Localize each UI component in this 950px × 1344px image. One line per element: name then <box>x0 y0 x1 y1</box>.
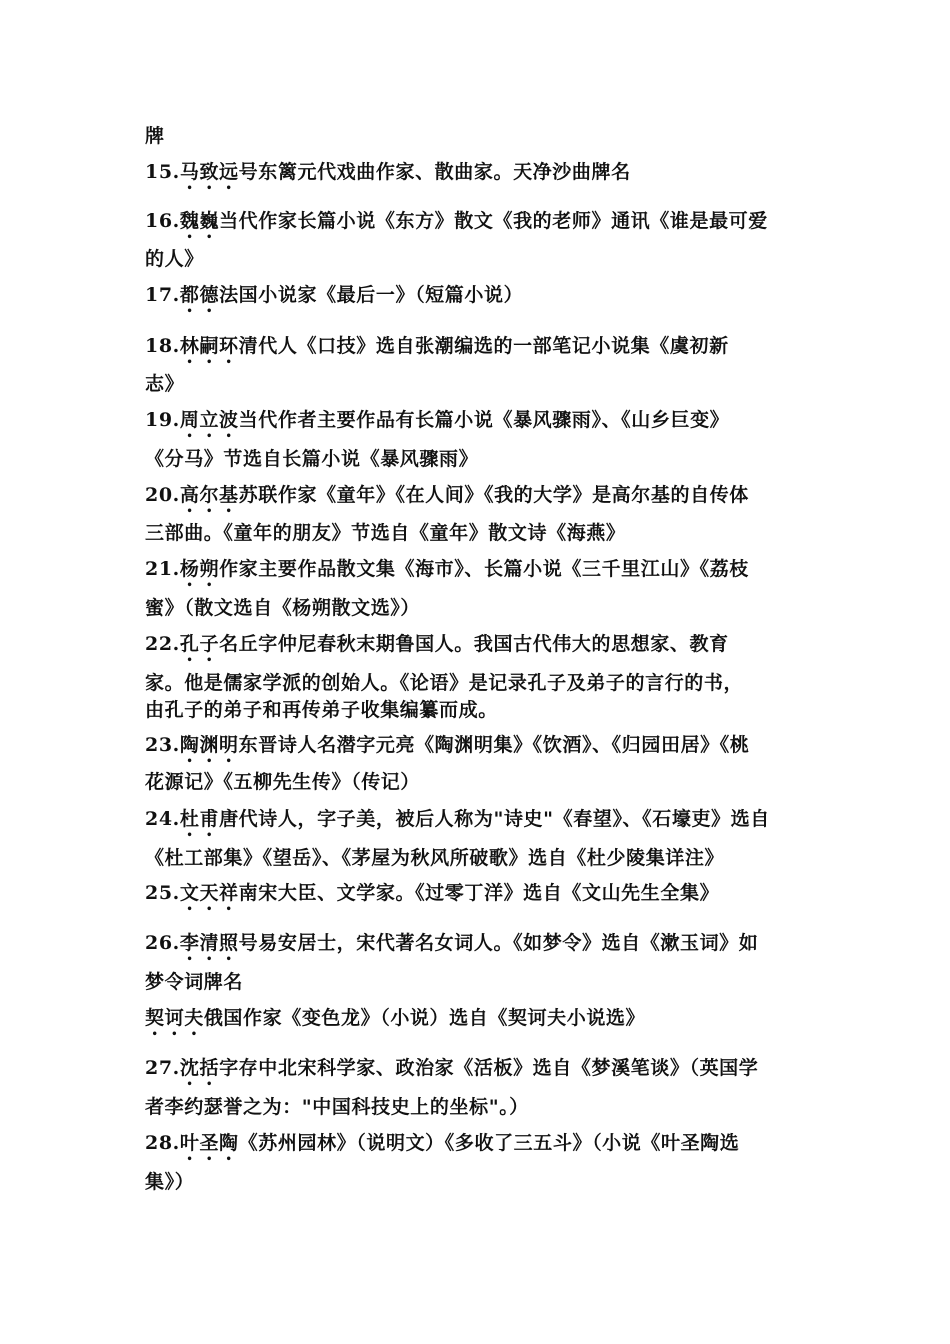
author-name: 杨朔 <box>179 558 220 580</box>
text-line: 23.陶渊明东晋诗人名潜字元亮《陶渊明集》《饮酒》、《归园田居》《桃 <box>145 734 750 756</box>
text-line: 22.孔子名丘字仲尼春秋末期鲁国人。我国古代伟大的思想家、教育 <box>145 633 729 655</box>
text-line: 集》） <box>145 1171 195 1193</box>
author-name: 都德 <box>179 284 220 306</box>
text-line: 蜜》（散文选自《杨朔散文选》） <box>145 597 421 619</box>
text-line: 16.魏巍当代作家长篇小说《东方》散文《我的老师》通讯《谁是最可爱 <box>145 210 768 232</box>
author-name: 沈括 <box>179 1057 220 1079</box>
text-line: 15.马致远号东篱元代戏曲作家、散曲家。天净沙曲牌名 <box>145 161 631 183</box>
text-line: 花源记》《五柳先生传》（传记） <box>145 771 421 793</box>
text-line: 契诃夫俄国作家《变色龙》（小说）选自《契诃夫小说选》 <box>145 1007 646 1029</box>
author-name: 魏巍 <box>179 210 220 232</box>
author-name: 孔子 <box>179 633 220 655</box>
text-line: 19.周立波当代作者主要作品有长篇小说《暴风骤雨》、《山乡巨变》 <box>145 409 730 431</box>
author-name: 杜甫 <box>179 808 220 830</box>
author-name: 契诃夫 <box>145 1007 204 1029</box>
author-name: 马致远 <box>179 161 239 183</box>
text-line: 志》 <box>145 373 185 395</box>
text-line: 27.沈括字存中北宋科学家、政治家《活板》选自《梦溪笔谈》（英国学 <box>145 1057 759 1079</box>
author-name: 周立波 <box>179 409 239 431</box>
author-name: 李清照 <box>179 932 239 954</box>
text-line: 26.李清照号易安居士，宋代著名女词人。《如梦令》选自《漱玉词》如 <box>145 932 759 954</box>
text-line: 20.高尔基苏联作家《童年》《在人间》《我的大学》是高尔基的自传体 <box>145 484 749 506</box>
author-name: 叶圣陶 <box>179 1132 239 1154</box>
author-name: 林嗣环 <box>179 335 239 357</box>
text-line: 24.杜甫唐代诗人，字子美，被后人称为"诗史"《春望》、《石壕吏》选自 <box>145 808 770 830</box>
text-line: 的人》 <box>145 248 204 270</box>
text-line: 家。他是儒家学派的创始人。《论语》是记录孔子及弟子的言行的书， <box>145 672 744 694</box>
text-line: 由孔子的弟子和再传弟子收集编纂而成。 <box>145 699 498 721</box>
text-line: 25.文天祥南宋大臣、文学家。《过零丁洋》选自《文山先生全集》 <box>145 882 720 904</box>
text-line: 28.叶圣陶《苏州园林》（说明文）《多收了三五斗》（小说《叶圣陶选 <box>145 1132 740 1154</box>
text-line: 《分马》节选自长篇小说《暴风骤雨》 <box>145 448 479 470</box>
text-line: 牌 <box>145 125 165 147</box>
text-line: 者李约瑟誉之为："中国科技史上的坐标"。） <box>145 1096 529 1118</box>
text-line: 17.都德法国小说家《最后一》（短篇小说） <box>145 284 524 306</box>
text-line: 《杜工部集》《望岳》、《茅屋为秋风所破歌》选自《杜少陵集详注》 <box>145 847 725 869</box>
author-name: 陶渊明 <box>179 734 239 756</box>
text-line: 18.林嗣环清代人《口技》选自张潮编选的一部笔记小说集《虞初新 <box>145 335 729 357</box>
author-name: 文天祥 <box>179 882 239 904</box>
text-line: 21.杨朔作家主要作品散文集《海市》、长篇小说《三千里江山》《荔枝 <box>145 558 749 580</box>
author-name: 高尔基 <box>179 484 239 506</box>
text-line: 梦令词牌名 <box>145 971 244 993</box>
text-line: 三部曲。《童年的朋友》节选自《童年》散文诗《海燕》 <box>145 522 626 544</box>
